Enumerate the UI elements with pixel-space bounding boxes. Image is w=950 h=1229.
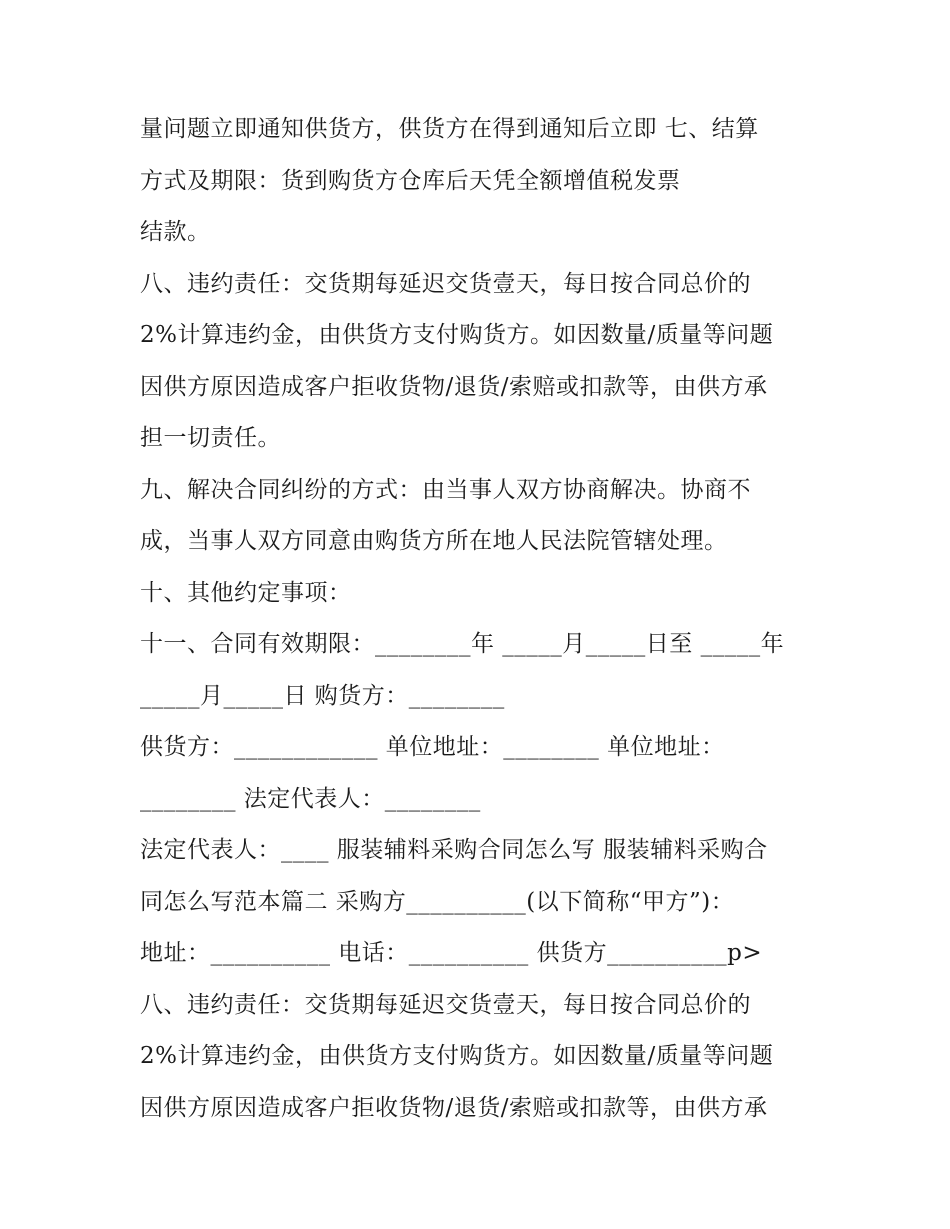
text-line: 八、违约责任：交货期每延迟交货壹天，每日按合同总价的 bbox=[140, 270, 751, 297]
contract-text bbox=[140, 104, 840, 1134]
text-line: _____月_____日 购货方：________ bbox=[140, 682, 505, 709]
text-line: 量问题立即通知供货方，供货方在得到通知后立即 七、结算 bbox=[140, 116, 759, 142]
text-line: 九、解决合同纠纷的方式：由当事人双方协商解决。协商不 bbox=[140, 476, 751, 503]
text-line: 方式及期限：货到购货方仓库后天凭全额增值税发票 bbox=[140, 167, 681, 194]
text-line: 结款。 bbox=[140, 219, 211, 245]
text-line: 因供方原因造成客户拒收货物/退货/索赔或扣款等，由供方承 bbox=[140, 1094, 768, 1121]
text-line: ________ 法定代表人：________ bbox=[140, 785, 481, 812]
text-line: 八、违约责任：交货期每延迟交货壹天，每日按合同总价的 bbox=[140, 991, 751, 1018]
text-line: 成，当事人双方同意由购货方所在地人民法院管辖处理。 bbox=[140, 528, 728, 554]
text-line: 法定代表人：____ 服装辅料采购合同怎么写 服装辅料采购合 bbox=[140, 837, 768, 863]
text-line: 担一切责任。 bbox=[140, 425, 281, 451]
text-line: 因供方原因造成客户拒收货物/退货/索赔或扣款等，由供方承 bbox=[140, 373, 768, 400]
text-line: 地址：__________ 电话：__________ 供货方__________p> bbox=[140, 940, 763, 966]
text-line: 十、其他约定事项： bbox=[140, 579, 352, 606]
text-line: 十一、合同有效期限：________年 _____月_____日至 _____年 bbox=[140, 631, 785, 657]
text-line: 同怎么写范本篇二 采购方__________(以下简称“甲方”)： bbox=[140, 888, 735, 915]
text-line: 2%计算违约金，由供货方支付购货方。如因数量/质量等问题 bbox=[140, 1043, 774, 1069]
text-line: 供货方：____________ 单位地址：________ 单位地址： bbox=[140, 734, 725, 760]
text-line: 2%计算违约金，由供货方支付购货方。如因数量/质量等问题 bbox=[140, 322, 774, 348]
